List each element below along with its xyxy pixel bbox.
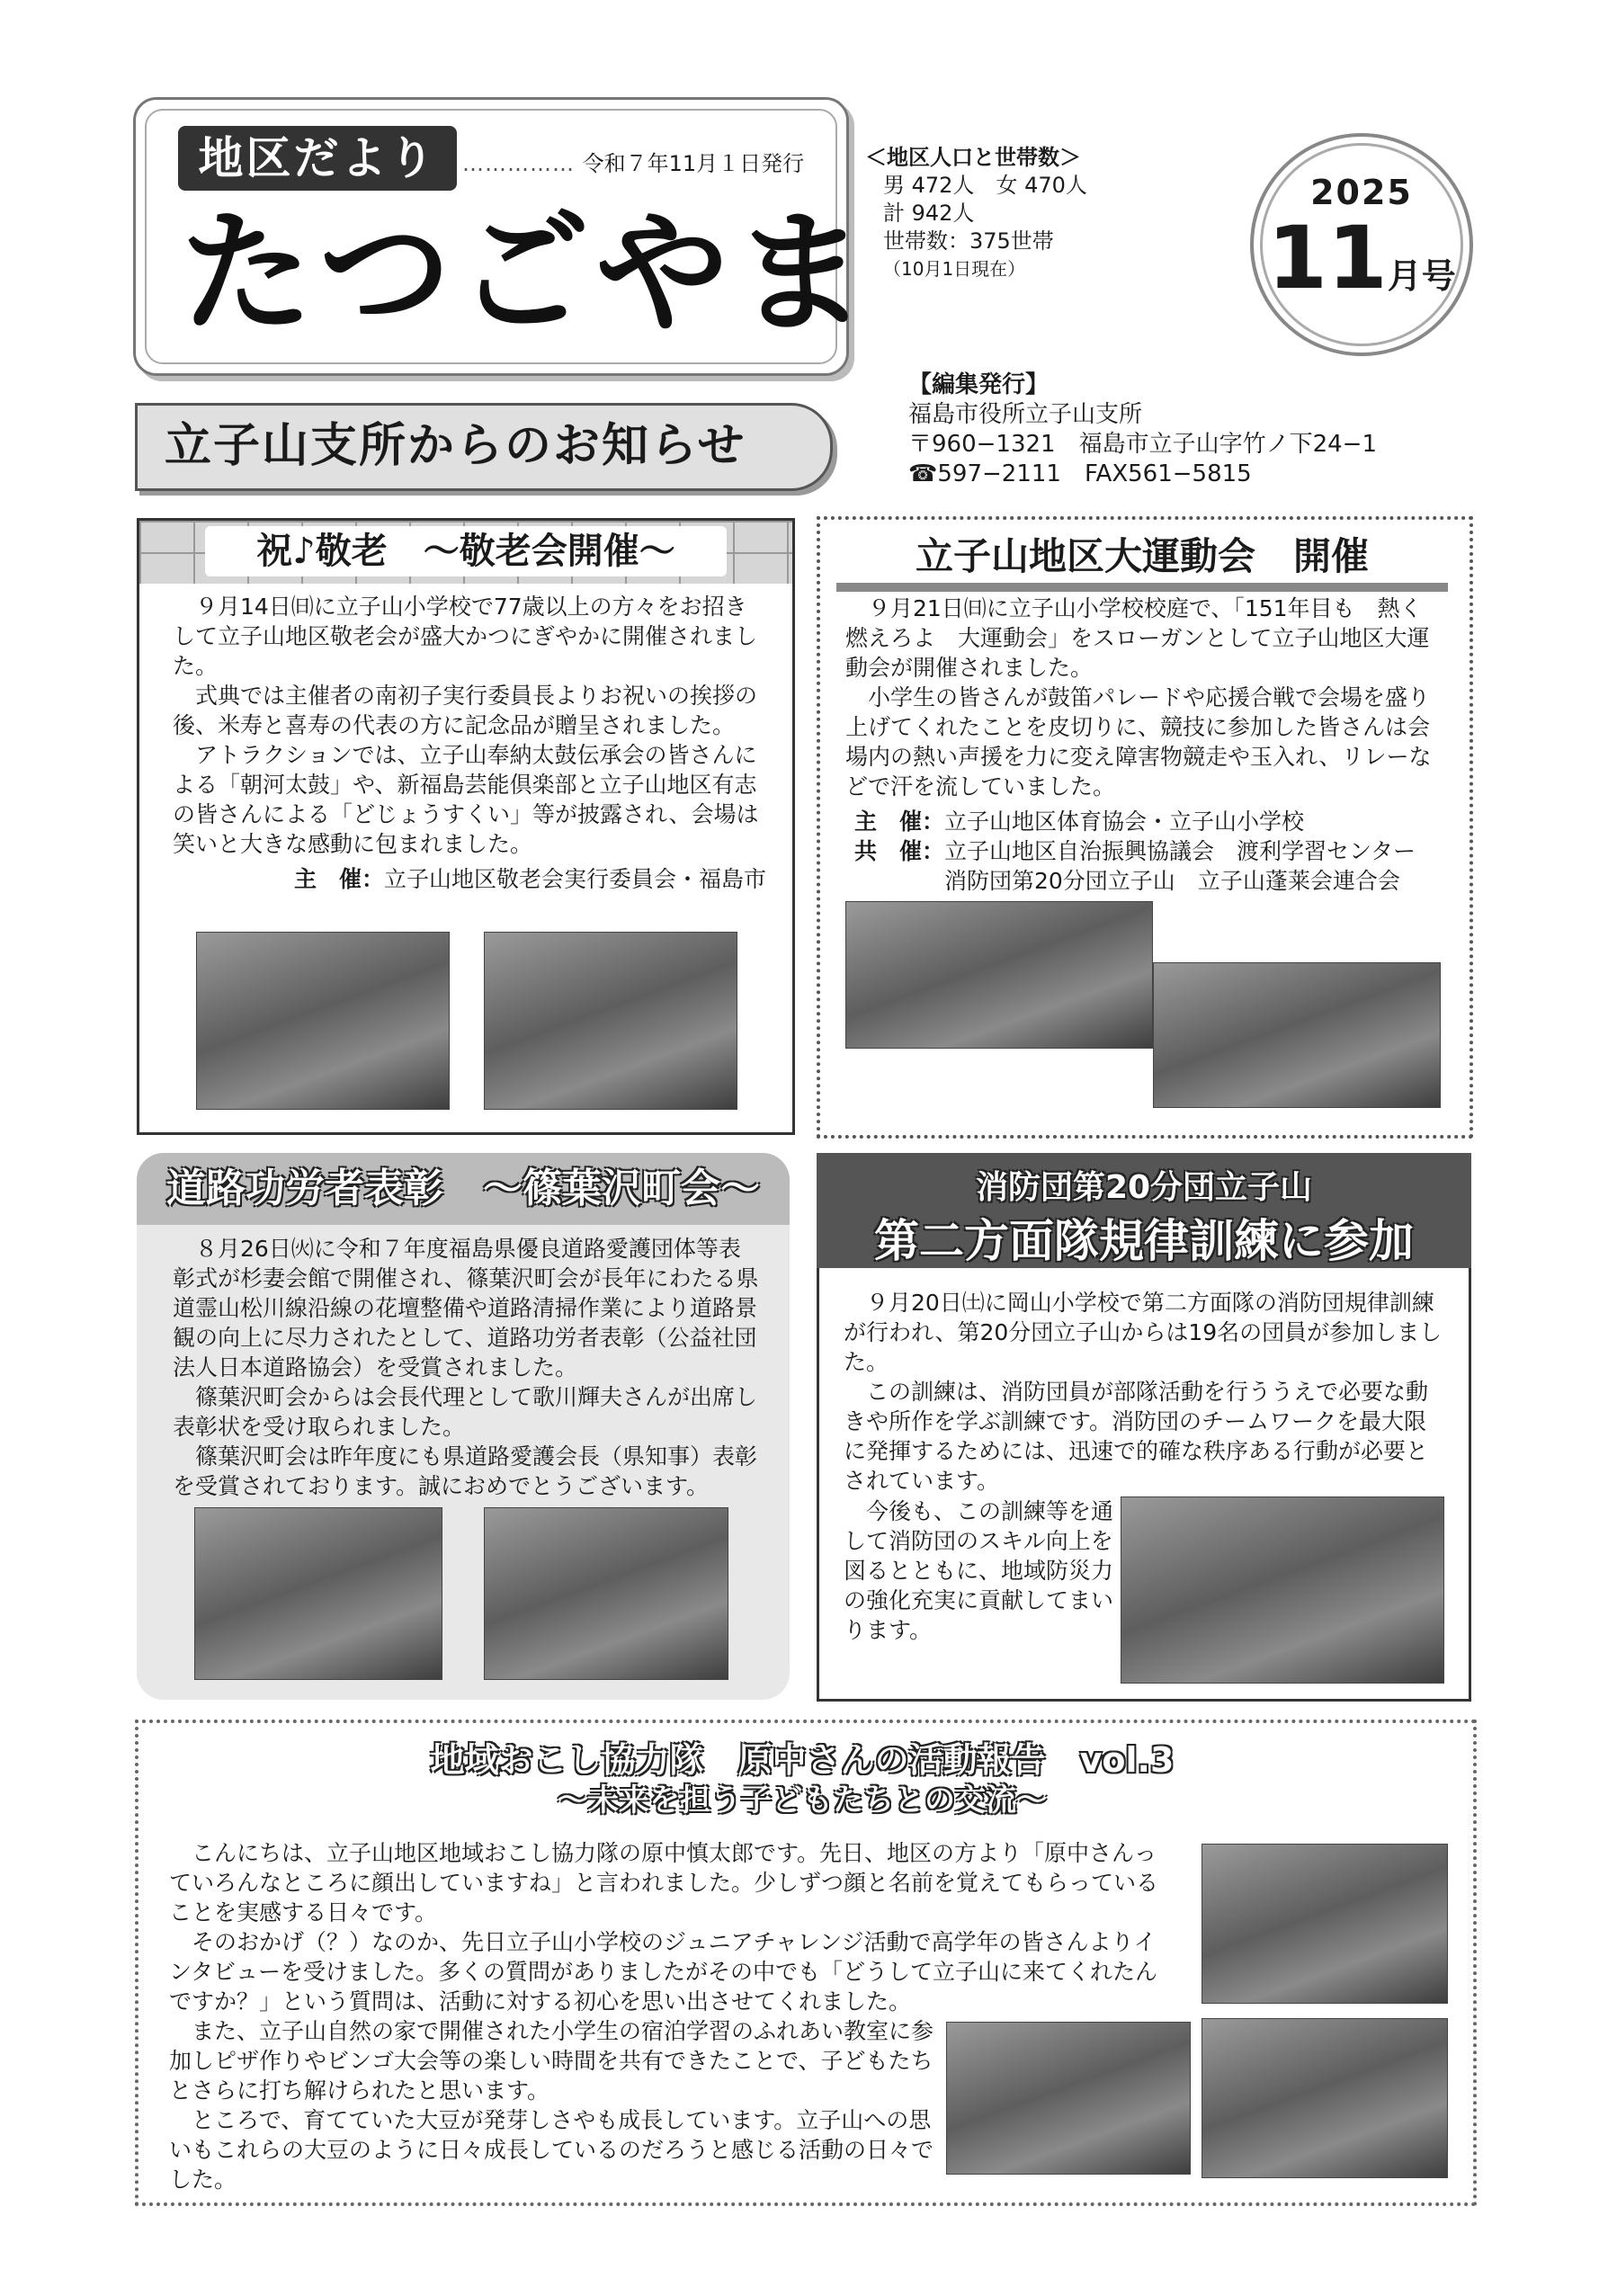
- newsletter-label: 地区だより: [178, 126, 457, 191]
- okoshi-title: 地域おこし協力隊 原中さんの活動報告 vol.3: [430, 1740, 1175, 1780]
- photo-keirou-audience: [484, 932, 737, 1110]
- publisher-address: 〒960−1321 福島市立子山字竹ノ下24−1: [908, 431, 1377, 458]
- cosponsor-value: 消防団第20分団立子山 立子山蓬莱会連合会: [944, 868, 1400, 894]
- photo-sports-dance: [845, 901, 1153, 1049]
- okoshi-subtitle: ～未来を担う子どもたちとの交流～: [558, 1782, 1047, 1818]
- photo-award-presentation: [194, 1507, 442, 1680]
- section-banner-text: 立子山支所からのお知らせ: [165, 419, 746, 473]
- organizer-value: 立子山地区体育協会・立子山小学校: [944, 809, 1305, 835]
- shouboudan-title-line1: 消防団第20分団立子山: [975, 1169, 1313, 1206]
- issue-month: [1254, 209, 1470, 326]
- issue-month-number: 11: [1267, 208, 1388, 308]
- douro-paragraph: 篠葉沢町会からは会長代理として歌川輝夫さんが出席し表彰状を受け取られました。: [173, 1384, 758, 1440]
- section-banner: [135, 403, 833, 491]
- population-note: （10月1日現在）: [883, 258, 1026, 280]
- photo-classroom-interview: [1202, 1844, 1448, 2004]
- okoshi-paragraph: こんにちは、立子山地区地域おこし協力隊の原中慎太郎です。先日、地区の方より「原中さんっていろんなところに顔出していますね」と言われました。少しずつ顔と名前を覚えてもらっていることを実感する日々です。: [169, 1840, 1159, 1925]
- okoshi-body: [169, 1838, 1176, 2016]
- publisher-contact: ☎597−2111 FAX561−5815: [908, 460, 1252, 487]
- shouboudan-body-2: [844, 1496, 1113, 1645]
- photo-pizza-making: [1202, 2018, 1448, 2178]
- photo-soybean-planters: [946, 2022, 1191, 2175]
- issue-date-text: 令和７年11月１日発行: [582, 151, 805, 176]
- shouboudan-paragraph: ９月20日㈯に岡山小学校で第二方面隊の消防団規律訓練が行われ、第20分団立子山からは19名の団員が参加しました。: [844, 1290, 1443, 1375]
- issue-date: …………… 令和７年11月１日発行: [462, 151, 805, 176]
- douro-paragraph: 篠葉沢町会は昨年度にも県道路愛護会長（県知事）表彰を受賞されております。誠におめでとうございます。: [173, 1443, 758, 1499]
- photo-award-certificate: [484, 1507, 728, 1680]
- okoshi-paragraph: ところで、育てていた大豆が発芽しさやも成長しています。立子山への思いもこれらの大豆のように日々成長しているのだろうと感じる活動の日々でした。: [169, 2107, 934, 2193]
- undoukai-body: [845, 594, 1443, 896]
- organizer-value: 立子山地区敬老会実行委員会・福島市: [383, 866, 766, 892]
- shouboudan-title-line2: 第二方面隊規律訓練に参加: [874, 1215, 1414, 1267]
- issue-month-suffix: 月号: [1387, 256, 1456, 296]
- newsletter-title: たつごやま: [180, 194, 872, 351]
- keirou-paragraph: アトラクションでは、立子山奉納太鼓伝承会の皆さんによる「朝河太鼓」や、新福島芸能倶楽部と立子山地区有志の皆さんによる「どじょうすくい」等が披露され、会場は笑いと大きな感動に包まれました。: [173, 742, 759, 857]
- cosponsor-label: 共 催：: [853, 838, 944, 864]
- undoukai-cosponsor: [845, 836, 1443, 896]
- household-count: 世帯数：375世帯: [883, 228, 1054, 254]
- douro-body: [173, 1234, 762, 1501]
- population-gender: 男 472人 女 470人: [883, 173, 1087, 198]
- shouboudan-paragraph: この訓練は、消防団員が部隊活動を行ううえで必要な動きや所作を学ぶ訓練です。消防団のチームワークを最大限に発揮するためには、迅速で的確な秩序ある行動が必要とされています。: [844, 1379, 1429, 1494]
- keirou-paragraph: ９月14日㈰に立子山小学校で77歳以上の方々をお招きして立子山地区敬老会が盛大かつにぎやかに開催されました。: [173, 594, 758, 679]
- issue-badge: [1250, 133, 1473, 356]
- publisher-name: 福島市役所立子山支所: [908, 401, 1143, 428]
- undoukai-title: 立子山地区大運動会 開催: [836, 531, 1448, 592]
- okoshi-paragraph: また、立子山自然の家で開催された小学生の宿泊学習のふれあい教室に参加しピザ作りやビンゴ大会等の楽しい時間を共有できたことで、子どもたちとさらに打ち解けられたと思います。: [169, 2018, 934, 2104]
- population-total: 計 942人: [883, 201, 975, 226]
- undoukai-paragraph: 小学生の皆さんが鼓笛パレードや応援合戦で会場を盛り上げてくれたことを皮切りに、競技に参加した皆さんは会場内の熱い声援を力に変え障害物競走や玉入れ、リレーなどで汗を流していました。: [845, 684, 1432, 800]
- keirou-title: 祝♪敬老 ～敬老会開催～: [205, 526, 727, 576]
- population-heading: ＜地区人口と世帯数＞: [865, 145, 1081, 170]
- okoshi-paragraph: そのおかげ（？）なのか、先日立子山小学校のジュニアチャレンジ活動で高学年の皆さんよりインタビューを受けました。多くの質問がありましたがその中でも「どうして立子山に来てくれたんですか？」という質問は、活動に対する初心を思い出させてくれました。: [169, 1929, 1158, 2015]
- publisher-heading: 【編集発行】: [908, 371, 1050, 398]
- issue-year: 2025: [1310, 173, 1413, 212]
- population-block: [865, 144, 1087, 283]
- shouboudan-paragraph: 今後も、この訓練等を通して消防団のスキル向上を図るとともに、地域防災力の強化充実に貢献してまいります。: [844, 1498, 1114, 1643]
- photo-taiko-performance: [196, 932, 450, 1110]
- douro-paragraph: ８月26日㈫に令和７年度福島県優良道路愛護団体等表彰式が杉妻会館で開催され、篠葉沢町会が長年にわたる県道霊山松川線沿線の花壇整備や道路清掃作業により道路景観の向上に尽力されたとして、道路功労者表彰（公益社団法人日本道路協会）を受賞されました。: [173, 1236, 759, 1380]
- cosponsor-value: 立子山地区自治振興協議会 渡利学習センター: [944, 838, 1416, 864]
- publisher-block: [908, 371, 1377, 489]
- keirou-organizer: [173, 864, 766, 894]
- organizer-label: 主 催：: [853, 809, 944, 835]
- undoukai-paragraph: ９月21日㈰に立子山小学校校庭で、「151年目も 熱く燃えろよ 大運動会」をスローガンとして立子山地区大運動会が開催されました。: [845, 595, 1430, 681]
- photo-schoolyard: [1153, 962, 1441, 1108]
- okoshi-body-2: [169, 2016, 934, 2194]
- undoukai-organizer: [845, 807, 1443, 836]
- keirou-body: [173, 592, 766, 894]
- organizer-label: 主 催：: [293, 866, 384, 892]
- shouboudan-body: [844, 1288, 1444, 1496]
- photo-fire-brigade-training: [1121, 1496, 1444, 1684]
- douro-title: 道路功労者表彰 ～篠葉沢町会～: [137, 1153, 790, 1225]
- keirou-paragraph: 式典では主催者の南初子実行委員長よりお祝いの挨拶の後、米寿と喜寿の代表の方に記念品が贈呈されました。: [173, 683, 758, 738]
